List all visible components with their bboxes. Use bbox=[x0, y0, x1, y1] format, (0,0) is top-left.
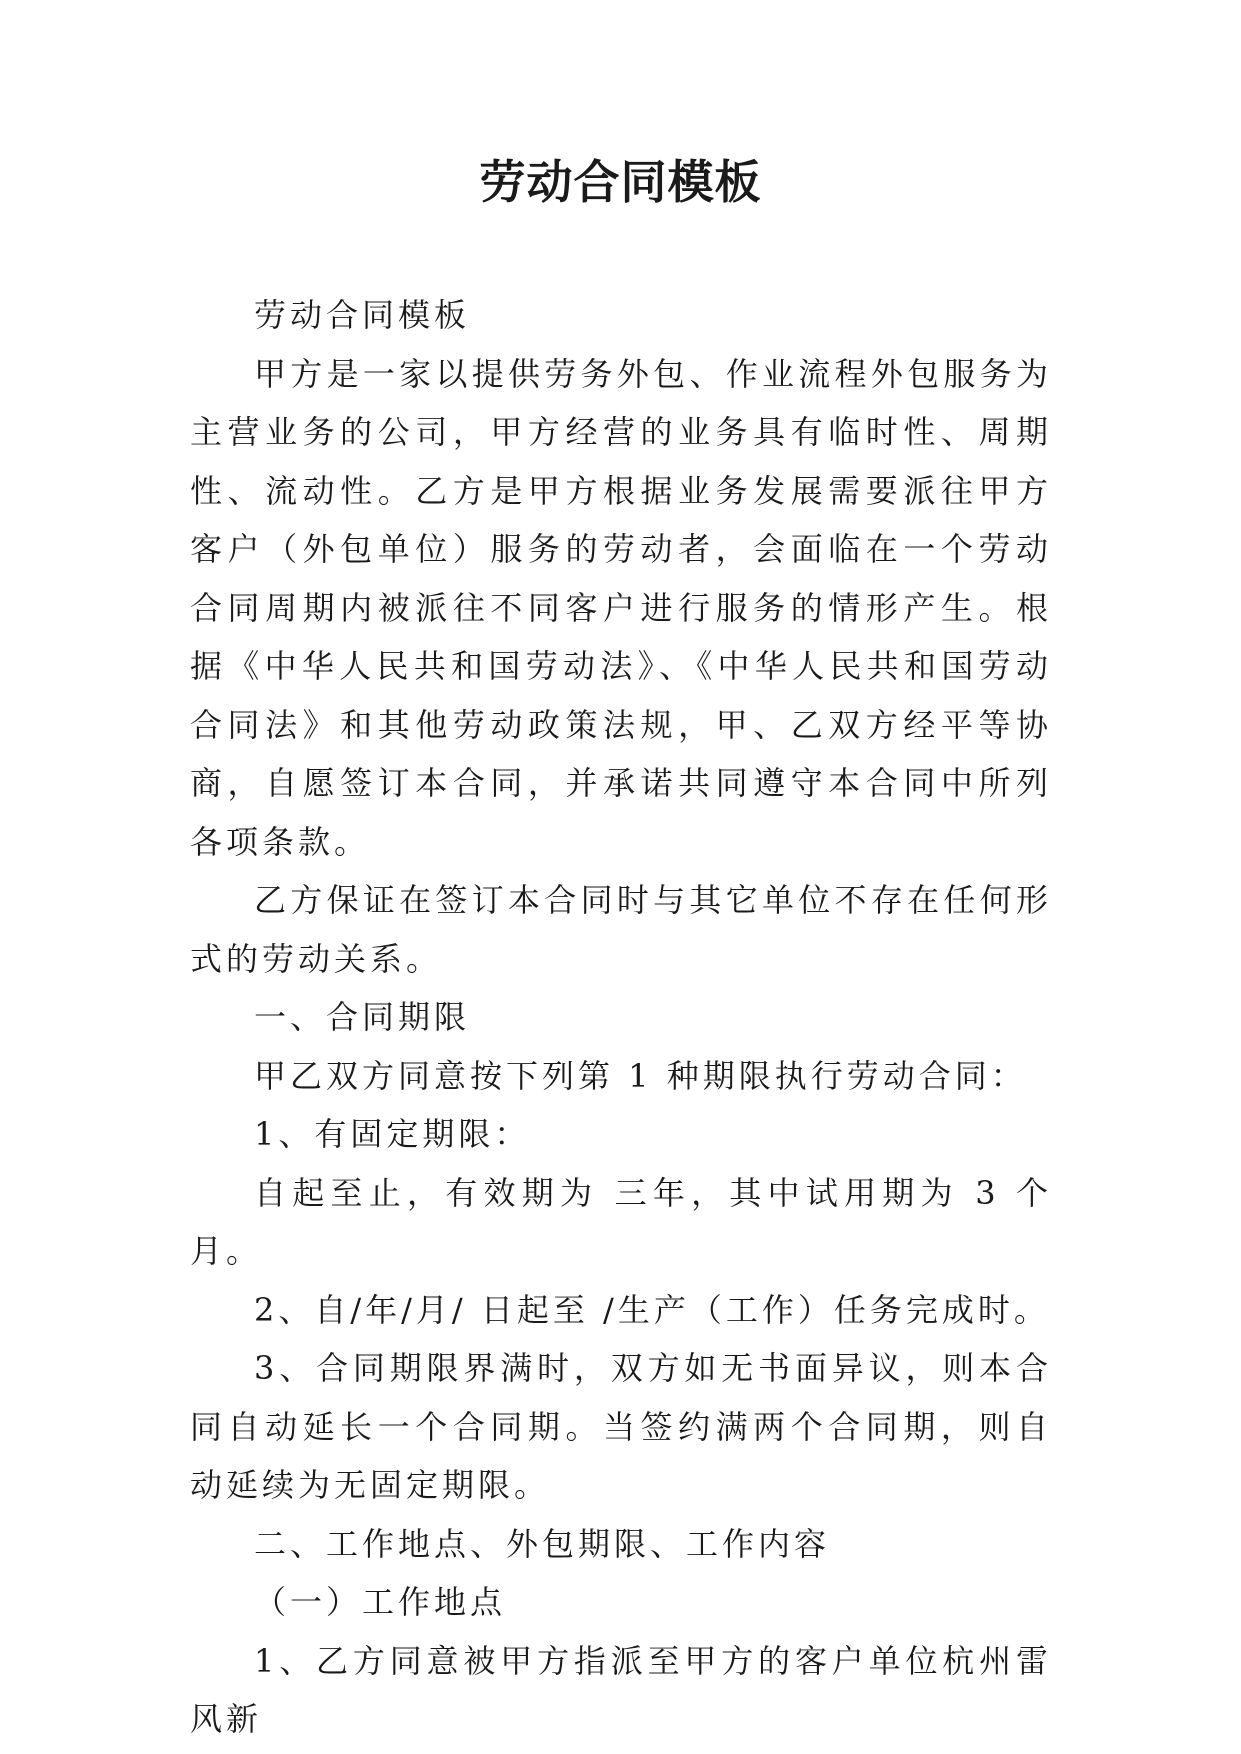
section-heading-contract-term: 一、合同期限 bbox=[254, 998, 471, 1036]
subsection-heading-workplace: （一）工作地点 bbox=[254, 1583, 507, 1621]
paragraph-term-option: 甲乙双方同意按下列第 1 种期限执行劳动合同： bbox=[254, 1056, 1027, 1095]
document-body bbox=[190, 286, 1052, 1749]
paragraph-auto-renewal: 3、合同期限界满时，双方如无书面异议，则本合同自动延长一个合同期。当签约满两个合同期，则自动延续为无固定期限。 bbox=[190, 1349, 1052, 1504]
paragraph-guarantee: 乙方保证在签订本合同时与其它单位不存在任何形式的劳动关系。 bbox=[190, 881, 1052, 978]
paragraph-fixed-term: 1、有固定期限： bbox=[254, 1115, 531, 1153]
paragraph-preamble: 甲方是一家以提供劳务外包、作业流程外包服务为主营业务的公司，甲方经营的业务具有临时性、周期性、流动性。乙方是甲方根据业务发展需要派往甲方客户（外包单位）服务的劳动者，会面临在一个劳动合同周期内被派往不同客户进行服务的情形产生。根据《中华人民共和国劳动法》、《中华人民共和国劳动合同法》和其他劳动政策法规，甲、乙双方经平等协商，自愿签订本合同，并承诺共同遵守本合同中所列各项条款。 bbox=[190, 354, 1052, 861]
paragraph-assignment: 1、乙方同意被甲方指派至甲方的客户单位杭州雷风新 bbox=[190, 1641, 1052, 1738]
paragraph-task-term: 2、自/年/月/ 日起至 /生产（工作）任务完成时。 bbox=[254, 1290, 1050, 1329]
paragraph-validity: 自起至止，有效期为 三年，其中试用期为 3 个月。 bbox=[190, 1173, 1052, 1270]
section-heading-workplace: 二、工作地点、外包期限、工作内容 bbox=[254, 1524, 831, 1563]
document-title: 劳动合同模板 bbox=[479, 155, 762, 209]
paragraph-subtitle: 劳动合同模板 bbox=[254, 296, 471, 334]
